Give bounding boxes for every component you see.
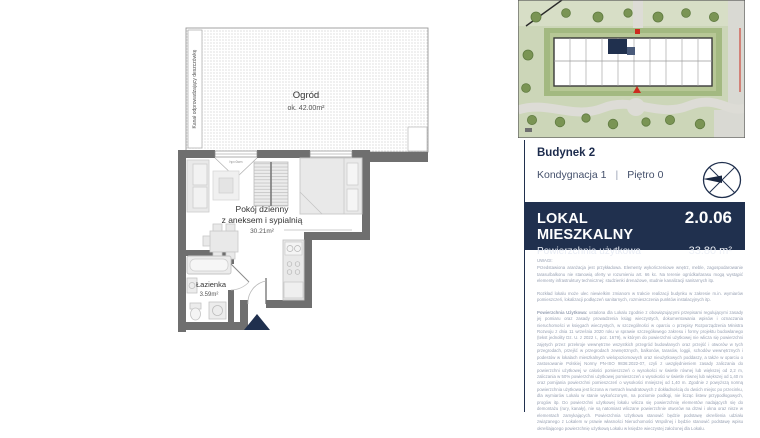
svg-text:Pokój dzienny: Pokój dzienny (235, 204, 289, 214)
unit-number: 2.0.06 (684, 208, 732, 227)
svg-text:z aneksem i sypialnią: z aneksem i sypialnią (221, 215, 303, 225)
garden-label: Ogród (292, 90, 320, 101)
kitchen-fridge (284, 282, 303, 298)
floor-label: Piętro 0 (627, 169, 664, 181)
window-1-label: hp=0cm (229, 160, 243, 164)
notes-title: UWAGI: (537, 258, 553, 263)
note-paragraph-2: Rozkład lokalu może ulec niewielkim zmianom w trakcie realizacji budynku w zakresie m.in. wymiarów pomieszczeń, lokalizacji podłączeń sanitarnych, rozmieszczenia punktów instalacyjnych itp. (537, 290, 743, 303)
svg-text:30.21m²: 30.21m² (250, 228, 274, 235)
entrance-door (248, 278, 266, 304)
svg-text:3.59m²: 3.59m² (199, 292, 219, 298)
bathroom-label (196, 280, 227, 298)
note-paragraph-3 (537, 310, 743, 432)
bed (300, 158, 362, 214)
garden-notch (408, 127, 427, 151)
usable-area-label: Powierzchnia użytkowa (537, 246, 641, 257)
sofa (187, 160, 209, 212)
building-footprint (554, 29, 712, 93)
rug-table (213, 171, 239, 200)
usable-area-value: 33.80 m² (688, 245, 732, 257)
kitchen-sink (285, 242, 302, 255)
level-separator: | (615, 169, 619, 181)
sidebar-divider (524, 140, 525, 412)
toilet (190, 303, 201, 320)
storey-label: Kondygnacja 1 (537, 169, 607, 181)
wardrobe (254, 162, 288, 206)
building-name: Budynek 2 (537, 147, 596, 159)
washing-machine (209, 302, 226, 319)
kitchen-counter (283, 240, 304, 300)
garden-area-label: ok. 42.00m² (287, 105, 325, 112)
area-note-body: ustalona dla Lokalu zgodnie z obowiązującymi przepisami regulującymi zasady jej pomiaru oraz zasady prowadzenia ksiąg wieczystych, dokumentowania wpisów i oznaczania nieruchomości w księgach wieczystych, w szczególności w oparciu o przepisy Rozporządzenia Ministra Rozwoju z dnia 11 września 2020 roku w sprawie szczegółowego zakresu i formy projektu budowlanego (tekst jednolity Dz. U. z 2022 r., poz. 1679), w którym do powierzchni użytkowej nie wlicza się powierzchni zajętych przez przekroje wewnętrzne wszystkich przegród budowlanych oraz przejść i otworów w tych przegrodach, przejść w przegrodach zewnętrznych, balkonów, tarasów, loggii, schodów wewnętrznych i podestów w lokalach mieszkalnych wielopoziomowych oraz nieużytkowych poddaszy, a także w oparciu o zastosowanie Polskiej Normy PN-ISO 9836:2022-07, czyli z uwzględnieniem zasady zaliczania do powierzchni użytkowej w całości pomieszczeń o wysokości w świetle równej lub większej od 2,2 m, zaliczania w 50% powierzchni użytkowej pomieszczeń o wysokości w świetle równej lub większej od 1,40 m oraz pomijania powierzchni pomieszczeń o wysokości mniejszej od 1,40 m. Zgodnie z powyższą normą powierzchnia użytkowa jest liczona w metrach kwadratowych z dokładnością do dwóch miejsc po przecinku, dla wymiarów Lokalu w stanie wykończonym, na poziomie podłogi, nie licząc listew przypodłogowych, progów itp. Do powierzchni użytkowej lokalu wlicza się powierzchnię elementów nadających się do demontażu (rury, kanały), nie są natomiast wliczane powierzchnie otworów na drzwi i okna oraz nisze w elementach zamykających. Powierzchnia Użytkowa stanowić będzie podstawę określenia udziału związanego z Lokalem w prawie własności Nieruchomości Wspólnej i będzie stanowić podstawę wpisu określającego powierzchnię użytkową Lokalu w księdze wieczystej założonej dla Lokalu. (537, 309, 744, 431)
bathroom-door (231, 264, 249, 290)
rain-channel-label: Kanał odprowadzający deszczówkę (192, 49, 198, 129)
entrance-marker-north (635, 29, 640, 34)
compass-icon (700, 159, 744, 203)
unit-info-band (524, 202, 745, 257)
unit-highlight (608, 39, 627, 54)
note-paragraph-1: Przedstawiona aranżacja jest przykładowa. Elementy wykończeniowe wnętrz, meble, zagospodarowanie tarasu/balkonu nie stanowią oferty w rozumieniu art. 66 kc. Na terenie ogródka/tarasu mogą wystąpić elementy infrastruktury technicznej: studzienki drenażowe, studnie kanalizacji sanitarnych itp. (537, 265, 743, 284)
area-note-lead: Powierzchnia Użytkowa: (537, 309, 588, 315)
site-map (518, 0, 745, 138)
svg-text:Łazienka: Łazienka (195, 280, 227, 289)
legal-notes (537, 258, 743, 438)
unit-type-label: LOKAL MIESZKALNY (537, 211, 634, 243)
bathtub (187, 256, 231, 274)
garden-area (186, 28, 428, 152)
level-row (537, 169, 663, 181)
